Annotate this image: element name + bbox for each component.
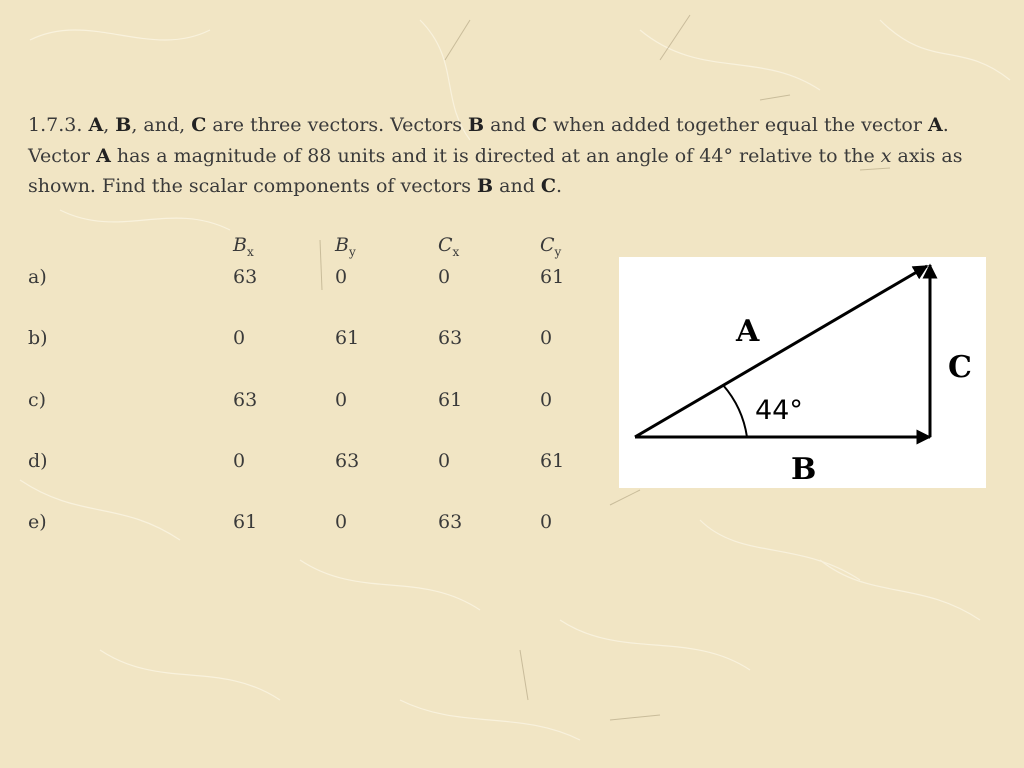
option-value: 63: [438, 511, 463, 533]
vector-c: C: [540, 175, 557, 197]
header-by: $B_y$: [335, 234, 356, 259]
question-text: 1.7.3. A, B, and, C are three vectors. Vectors B and C when added together equal the vector A. Vector A has a magnitude of 88 units and it is directed at an angle of 44° relative to the x axis as shown. Find the scalar components of vectors B and C.: [28, 114, 963, 197]
option-value: 0: [233, 450, 246, 472]
vector-a: A: [927, 114, 943, 136]
vector-c: C: [531, 114, 547, 136]
option-label: c): [28, 389, 47, 411]
option-label: b): [28, 327, 48, 349]
option-value: 0: [233, 327, 246, 349]
option-value: 63: [438, 327, 463, 349]
option-value: 61: [335, 327, 360, 349]
header-bx: $B_x$: [233, 234, 254, 259]
option-value: 0: [335, 266, 348, 288]
option-value: 61: [233, 511, 258, 533]
option-value: 0: [335, 511, 348, 533]
option-value: 0: [540, 389, 553, 411]
label-b: B: [791, 452, 817, 487]
vector-c: C: [191, 114, 207, 136]
option-value: 61: [540, 450, 565, 472]
option-label: d): [28, 450, 48, 472]
option-value: 63: [335, 450, 360, 472]
vector-a: A: [88, 114, 104, 136]
question-number: 1.7.3.: [28, 114, 83, 136]
vector-triangle: [619, 257, 986, 488]
option-value: 0: [540, 327, 553, 349]
vector-a: A: [96, 144, 111, 167]
angle-arc: [723, 385, 747, 437]
option-value: 63: [233, 389, 258, 411]
vector-b: B: [477, 175, 494, 197]
option-value: 0: [335, 389, 348, 411]
option-value: 0: [438, 450, 451, 472]
x-axis-symbol: x: [880, 144, 892, 167]
option-label: e): [28, 511, 47, 533]
header-cx: $C_x$: [438, 234, 460, 259]
angle-label: 44°: [755, 395, 803, 426]
label-a: A: [736, 314, 760, 349]
option-value: 63: [233, 266, 258, 288]
header-cy: $C_y$: [540, 234, 562, 259]
vector-diagram: [619, 257, 986, 488]
label-c: C: [948, 350, 972, 385]
vector-b: B: [115, 114, 132, 136]
option-value: 61: [438, 389, 463, 411]
option-value: 0: [438, 266, 451, 288]
option-label: a): [28, 266, 47, 288]
option-value: 0: [540, 511, 553, 533]
option-value: 61: [540, 266, 565, 288]
vector-b: B: [468, 114, 485, 136]
